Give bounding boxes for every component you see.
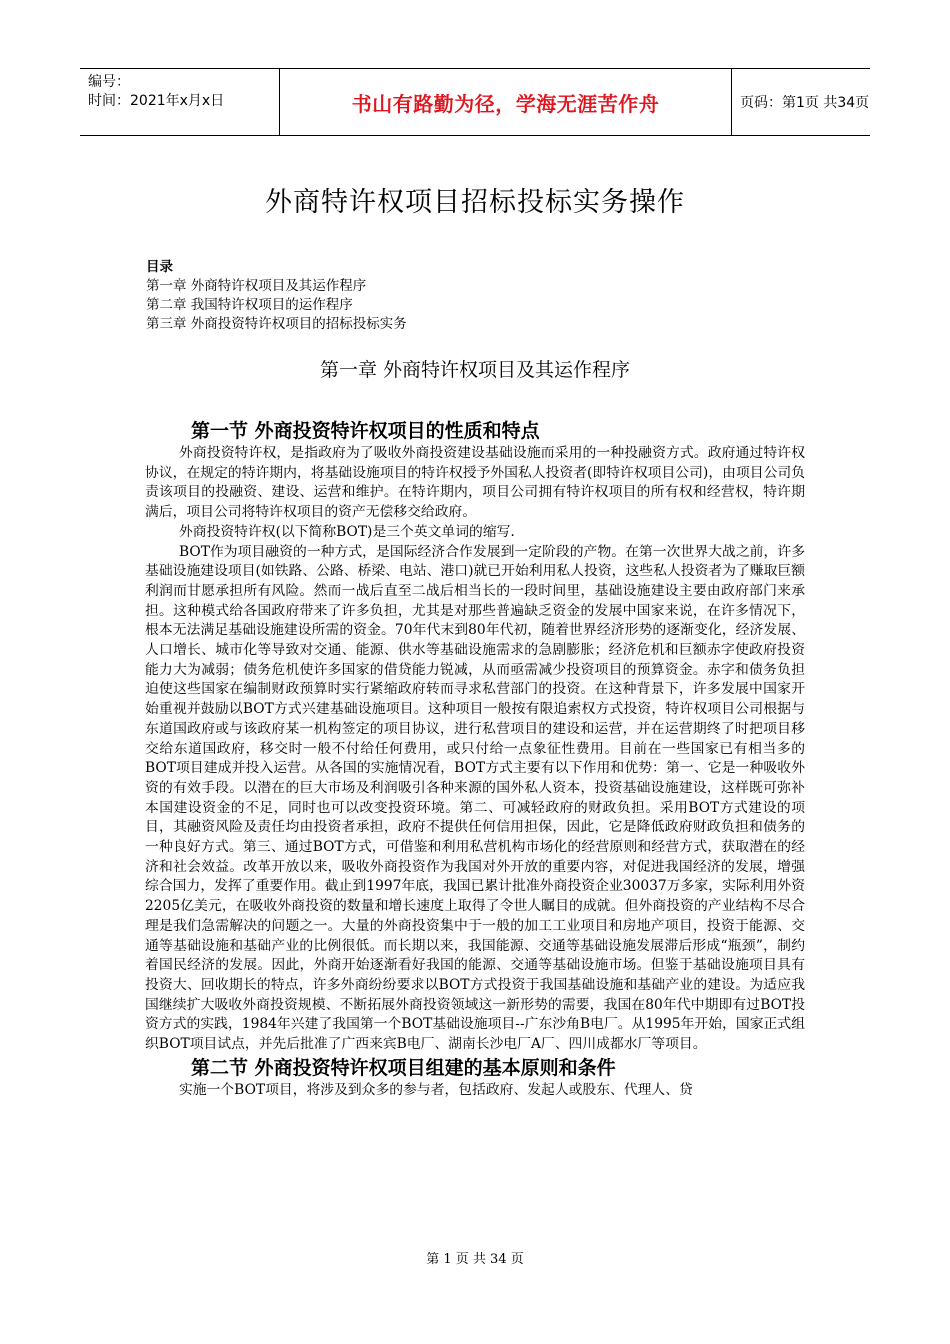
section-title: 第一节 外商投资特许权项目的性质和特点 <box>191 420 540 442</box>
toc-item: 第二章 我国特许权项目的运作程序 <box>146 297 353 313</box>
section-title: 第二节 外商投资特许权项目组建的基本原则和条件 <box>191 1056 616 1079</box>
paragraph: 外商投资特许权，是指政府为了吸收外商投资建设基础设施而采用的一种投融资方式。政府通过特许权协议，在规定的特许期内，将基础设施项目的特许权授予外国私人投资者(即特许权项目公司)，由项目公司负责该项目的投融资、建设、运营和维护。在特许期内，项目公司拥有特许权项目的所有权和经营权，特许期满后，项目公司将特许权项目的资产无偿移交给政府。 <box>145 445 805 521</box>
toc-heading: 目录 <box>146 259 173 275</box>
header-meta-cell <box>80 69 280 135</box>
paragraph: 实施一个BOT项目，将涉及到众多的参与者，包括政府、发起人或股东、代理人、贷 <box>179 1081 693 1098</box>
table-of-contents <box>146 258 407 334</box>
document-time-label: 时间：2021年x月x日 <box>88 93 225 109</box>
toc-item: 第一章 外商特许权项目及其运作程序 <box>146 278 367 294</box>
header-page-cell <box>732 69 870 135</box>
document-title: 外商特许权项目招标投标实务操作 <box>265 187 685 218</box>
header-page-info: 页码：第1页 共34页 <box>740 95 870 111</box>
header-motto: 书山有路勤为径，学海无涯苦作舟 <box>351 91 660 116</box>
chapter-title: 第一章 外商特许权项目及其运作程序 <box>319 359 631 381</box>
paragraph: 外商投资特许权(以下简称BOT)是三个英文单词的缩写. <box>179 523 515 540</box>
body-content <box>145 418 805 1101</box>
toc-item: 第三章 外商投资特许权项目的招标投标实务 <box>146 316 407 332</box>
paragraph: BOT作为项目融资的一种方式，是国际经济合作发展到一定阶段的产物。在第一次世界大战之前，许多基础设施建设项目(如铁路、公路、桥梁、电站、港口)就已开始利用私人投资，这些私人投资者为了赚取巨额利润而甘愿承担所有风险。然而一战后直至二战后相当长的一段时间里，基础设施建设主要由政府部门来承担。这种模式给各国政府带来了许多负担，尤其是对那些普遍缺乏资金的发展中国家来说，在许多情况下，根本无法满足基础设施建设所需的资金。70年代末到80年代初，随着世界经济形势的逐渐变化，经济发展、人口增长、城市化等导致对交通、能源、供水等基础设施需求的急剧膨胀；经济危机和巨额赤字使政府投资能力大为减弱；债务危机使许多国家的借贷能力锐减，从而亟需减少投资项目的预算资金。赤字和债务负担迫使这些国家在编制财政预算时实行紧缩政府转而寻求私营部门的投资。在这种背景下，许多发展中国家开始重视并鼓励以BOT方式兴建基础设施项目。这种项目一般按有限追索权方式投资，特许权项目公司根据与东道国政府或与该政府某一机构签定的项目协议，进行私营项目的建设和运营，并在运营期终了时把项目移交给东道国政府，移交时一般不付给任何费用，或只付给一点象征性费用。目前在一些国家已有相当多的BOT项目建成并投入运营。从各国的实施情况看，BOT方式主要有以下作用和优势：第一、它是一种吸收外资的有效手段。以潜在的巨大市场及利润吸引各种来源的国外私人资本，投资基础设施建设，这样既可弥补本国建设资金的不足，同时也可以改变投资环境。第二、可减轻政府的财政负担。采用BOT方式建设的项目，其融资风险及责任均由投资者承担，政府不提供任何信用担保，因此，它是降低政府财政负担和债务的一种良好方式。第三、通过BOT方式，可借鉴和利用私营机构市场化的经营原则和经营方式，获取潜在的经济和社会效益。改革开放以来，吸收外商投资作为我国对外开放的重要内容，对促进我国经济的发展，增强综合国力，发挥了重要作用。截止到1997年底，我国已累计批准外商投资企业30037万多家，实际利用外资2205亿美元，在吸收外商投资的数量和增长速度上取得了令世人瞩目的成就。但外商投资的产业结构不尽合理是我们急需解决的问题之一。大量的外商投资集中于一般的加工工业项目和房地产项目，投资于能源、交通等基础设施和基础产业的比例很低。而长期以来，我国能源、交通等基础设施发展滞后形成“瓶颈”，制约着国民经济的发展。因此，外商开始逐渐看好我国的能源、交通等基础设施市场。但鉴于基础设施项目具有投资大、回收期长的特点，许多外商纷纷要求以BOT方式投资于我国基础设施和基础产业的建设。为适应我国继续扩大吸收外商投资规模、不断拓展外商投资领域这一新形势的需要，我国在80年代中期即有过BOT投资方式的实践，1984年兴建了我国第一个BOT基础设施项目--广东沙角B电厂。从1995年开始，国家正式组织BOT项目试点，并先后批准了广西来宾B电厂、湖南长沙电厂A厂、四川成都水厂等项目。 <box>145 543 805 1053</box>
page-footer: 第 1 页 共 34 页 <box>426 1252 524 1267</box>
header-table <box>80 68 870 136</box>
document-number-label: 编号： <box>88 74 130 90</box>
header-motto-cell <box>280 69 732 135</box>
